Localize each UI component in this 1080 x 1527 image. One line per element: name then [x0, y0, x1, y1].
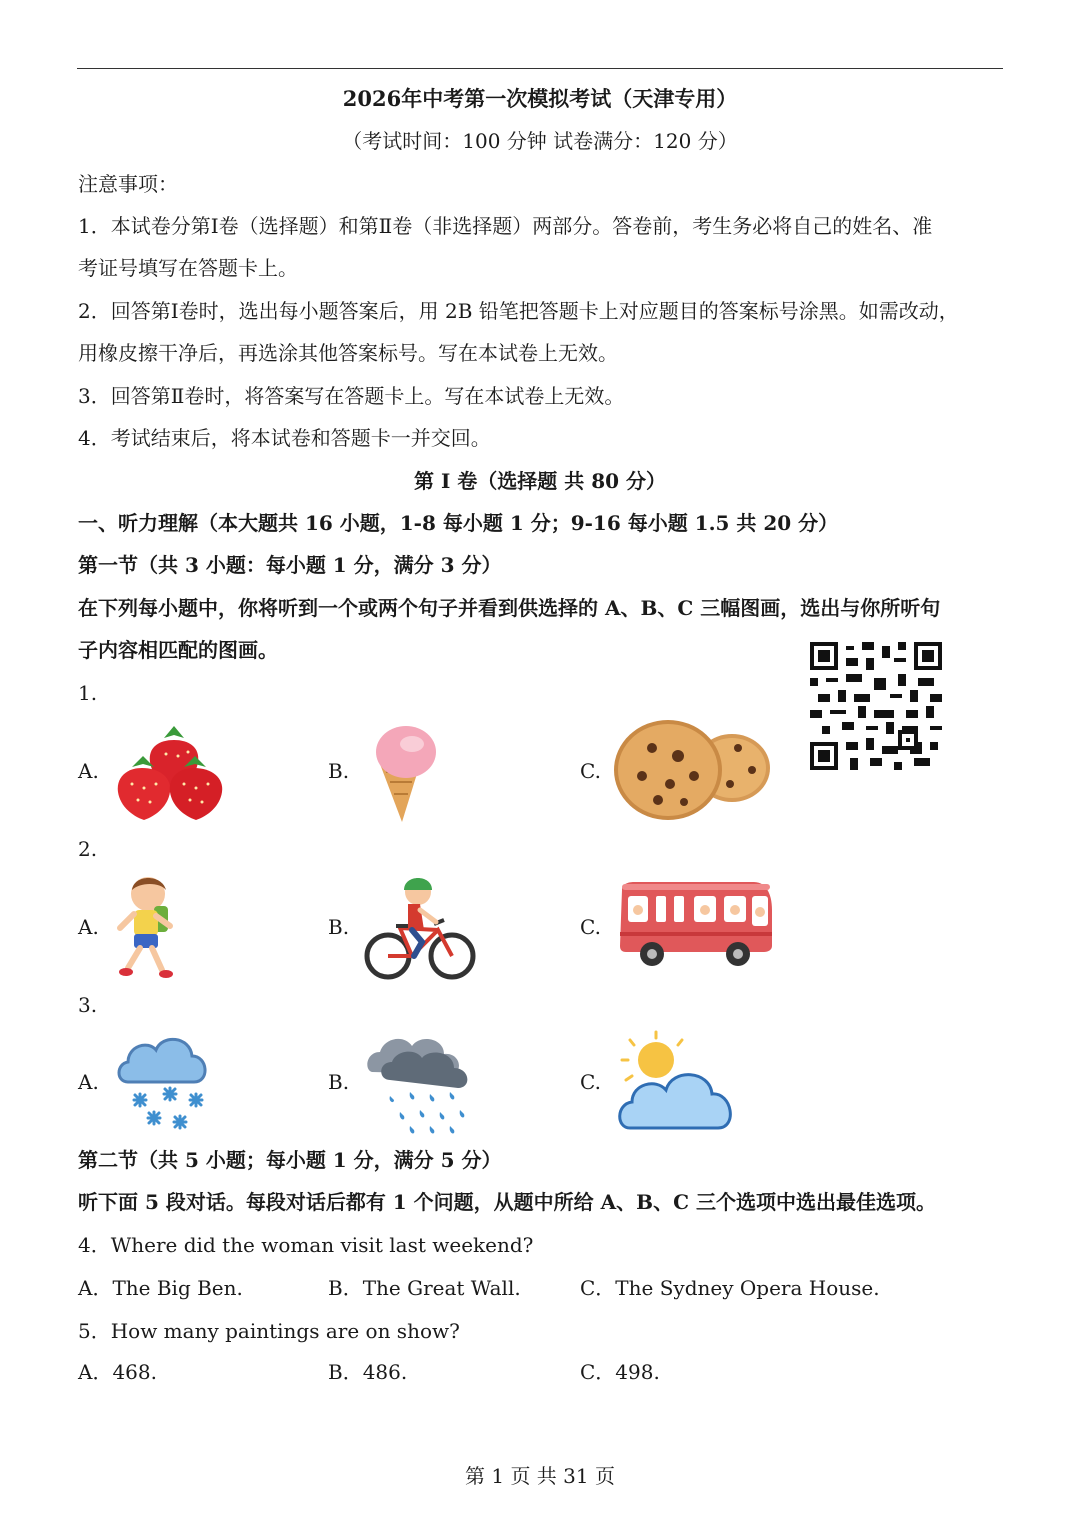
cyclist-icon [364, 870, 476, 982]
section1-instruction-1: 在下列每小题中，你将听到一个或两个句子并看到供选择的 A、B、C 三幅图画，选出与你所听句 [78, 596, 941, 620]
listening-section-heading: 一、听力理解（本大题共 16 小题，1-8 每小题 1 分；9-16 每小题 1.5 共 20 分） [78, 511, 839, 535]
section2-heading: 第二节（共 5 小题；每小题 1 分，满分 5 分） [78, 1148, 502, 1172]
q5-option-b[interactable]: B．486. [328, 1360, 408, 1384]
question-4-text: 4．Where did the woman visit last weekend? [78, 1233, 534, 1257]
snow-cloud-icon [114, 1028, 210, 1136]
notice-line-1: 1．本试卷分第Ⅰ卷（选择题）和第Ⅱ卷（非选择题）两部分。答卷前，考生务必将自己的姓名、准 [78, 214, 933, 238]
notice-line-6: 4．考试结束后，将本试卷和答题卡一并交回。 [78, 426, 491, 450]
q2-option-c[interactable]: C. [580, 915, 601, 939]
q3-option-c[interactable]: C. [580, 1070, 601, 1094]
notice-line-5: 3．回答第Ⅱ卷时，将答案写在答题卡上。写在本试卷上无效。 [78, 384, 625, 408]
q4-option-a[interactable]: A．The Big Ben. [78, 1276, 243, 1300]
top-rule [77, 68, 1003, 69]
section2-instruction: 听下面 5 段对话。每段对话后都有 1 个问题，从题中所给 A、B、C 三个选项中选出最佳选项。 [78, 1190, 936, 1214]
question-5-text: 5．How many paintings are on show? [78, 1319, 460, 1343]
question-2-number: 2. [78, 837, 98, 861]
notice-line-3: 2．回答第Ⅰ卷时，选出每小题答案后，用 2B 铅笔把答题卡上对应题目的答案标号涂黑。如需改动， [78, 299, 959, 323]
q1-option-c[interactable]: C. [580, 759, 601, 783]
question-1-number: 1. [78, 681, 98, 705]
q2-option-b[interactable]: B. [328, 915, 350, 939]
exam-title: 2026年中考第一次模拟考试（天津专用） [342, 86, 738, 111]
rain-cloud-icon [364, 1030, 476, 1138]
q2-option-a[interactable]: A. [78, 915, 99, 939]
strawberries-icon [112, 718, 224, 822]
walking-boy-icon [112, 870, 184, 980]
section1-instruction-2: 子内容相匹配的图画。 [78, 638, 278, 662]
q4-option-c[interactable]: C．The Sydney Opera House. [580, 1276, 880, 1300]
exam-subtitle: （考试时间：100 分钟 试卷满分：120 分） [342, 129, 738, 153]
ice-cream-icon [362, 718, 442, 822]
page-footer: 第 1 页 共 31 页 [465, 1464, 615, 1488]
notice-line-4: 用橡皮擦干净后，再选涂其他答案标号。写在本试卷上无效。 [78, 341, 618, 365]
bus-icon [616, 880, 774, 970]
q1-option-b[interactable]: B. [328, 759, 350, 783]
q5-option-c[interactable]: C．498. [580, 1360, 660, 1384]
section1-heading: 第一节（共 3 小题：每小题 1 分，满分 3 分） [78, 553, 502, 577]
q3-option-a[interactable]: A. [78, 1070, 99, 1094]
question-3-number: 3. [78, 993, 98, 1017]
sun-cloud-icon [614, 1028, 738, 1132]
q5-option-a[interactable]: A．468. [78, 1360, 157, 1384]
cookies-icon [612, 718, 772, 822]
notice-heading: 注意事项： [78, 172, 178, 196]
qr-code-icon[interactable] [810, 642, 942, 770]
q1-option-a[interactable]: A. [78, 759, 99, 783]
q4-option-b[interactable]: B．The Great Wall. [328, 1276, 521, 1300]
q3-option-b[interactable]: B. [328, 1070, 350, 1094]
notice-line-2: 考证号填写在答题卡上。 [78, 256, 298, 280]
part1-title: 第 I 卷（选择题 共 80 分） [413, 469, 666, 493]
